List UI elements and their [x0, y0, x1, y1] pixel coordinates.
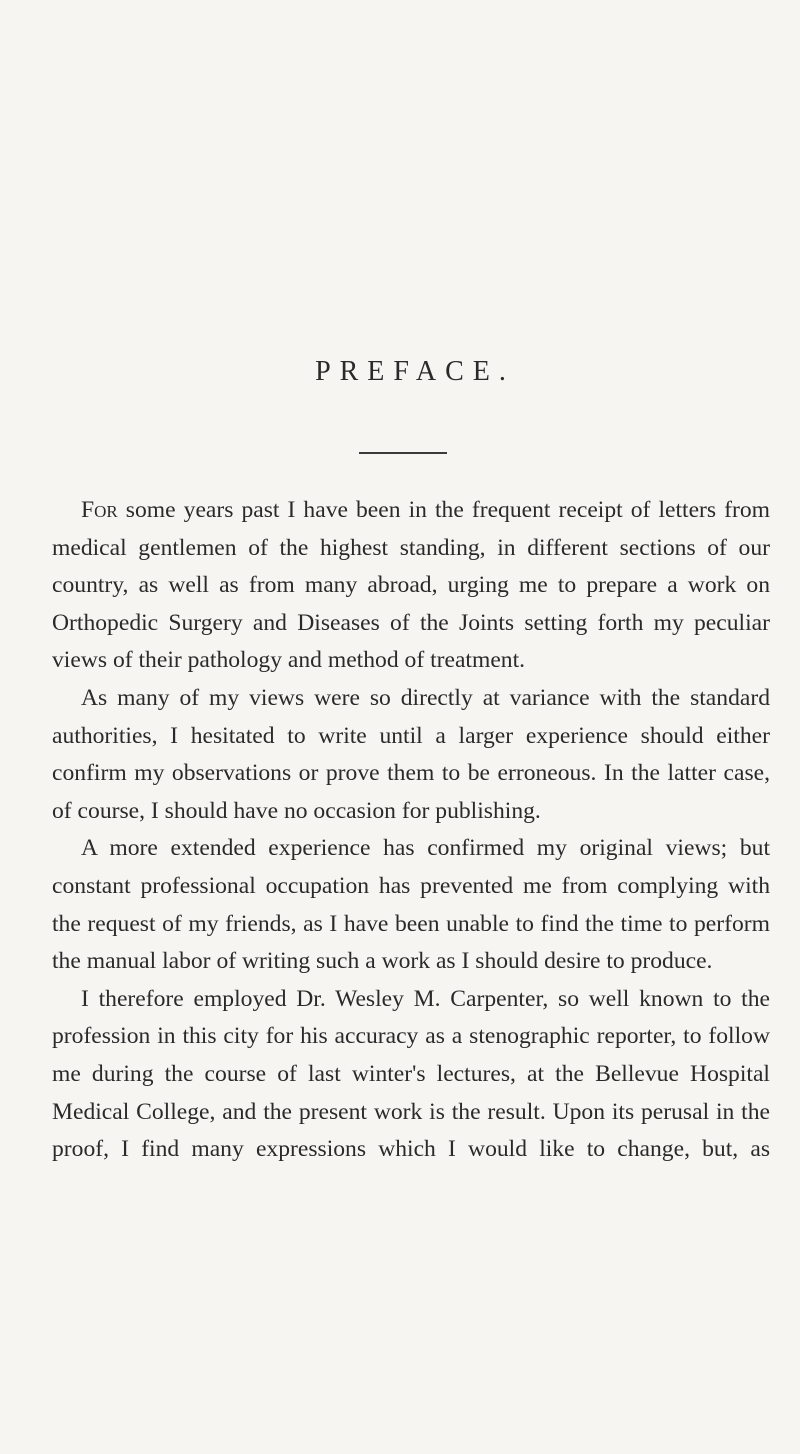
- paragraph-3: A more extended experience has confirmed my original views; but constant professional occupation has prevented me from complying with the request of my friends, as I have been unable to find the time to perform the manual labor of writing such a work as I should desire to produce.: [52, 835, 770, 975]
- paragraph-4: I therefore employed Dr. Wesley M. Carpenter, so well known to the profession in this city for his accuracy as a stenographic reporter, to follow me during the course of last winter's lectures, at the Bellevue Hospital Medical College, and the present work is the result. Upon its perusal in the proof, I find many expressions which I would like to change, but, as: [52, 985, 770, 1163]
- paragraph-2: As many of my views were so directly at variance with the standard authorities, I hesitated to write until a larger experience should either confirm my observations or prove them to be erroneous. In the latter case, of course, I should have no occasion for publishing.: [52, 684, 770, 824]
- paragraph-1: [52, 492, 770, 680]
- page-title: PREFACE.: [315, 356, 515, 387]
- paragraph-text: some years past I have been in the frequent receipt of letters from medical gentlemen of the highest standing, in different sections of our country, as well as from many abroad, urging me to prepare a work on Orthopedic Surgery and Diseases of the Joints setting forth my peculiar views of their pathology and method of treatment.: [52, 497, 770, 674]
- title-divider: [359, 452, 447, 454]
- paragraph-lead-word: For: [81, 497, 118, 523]
- preface-body: [52, 492, 770, 1169]
